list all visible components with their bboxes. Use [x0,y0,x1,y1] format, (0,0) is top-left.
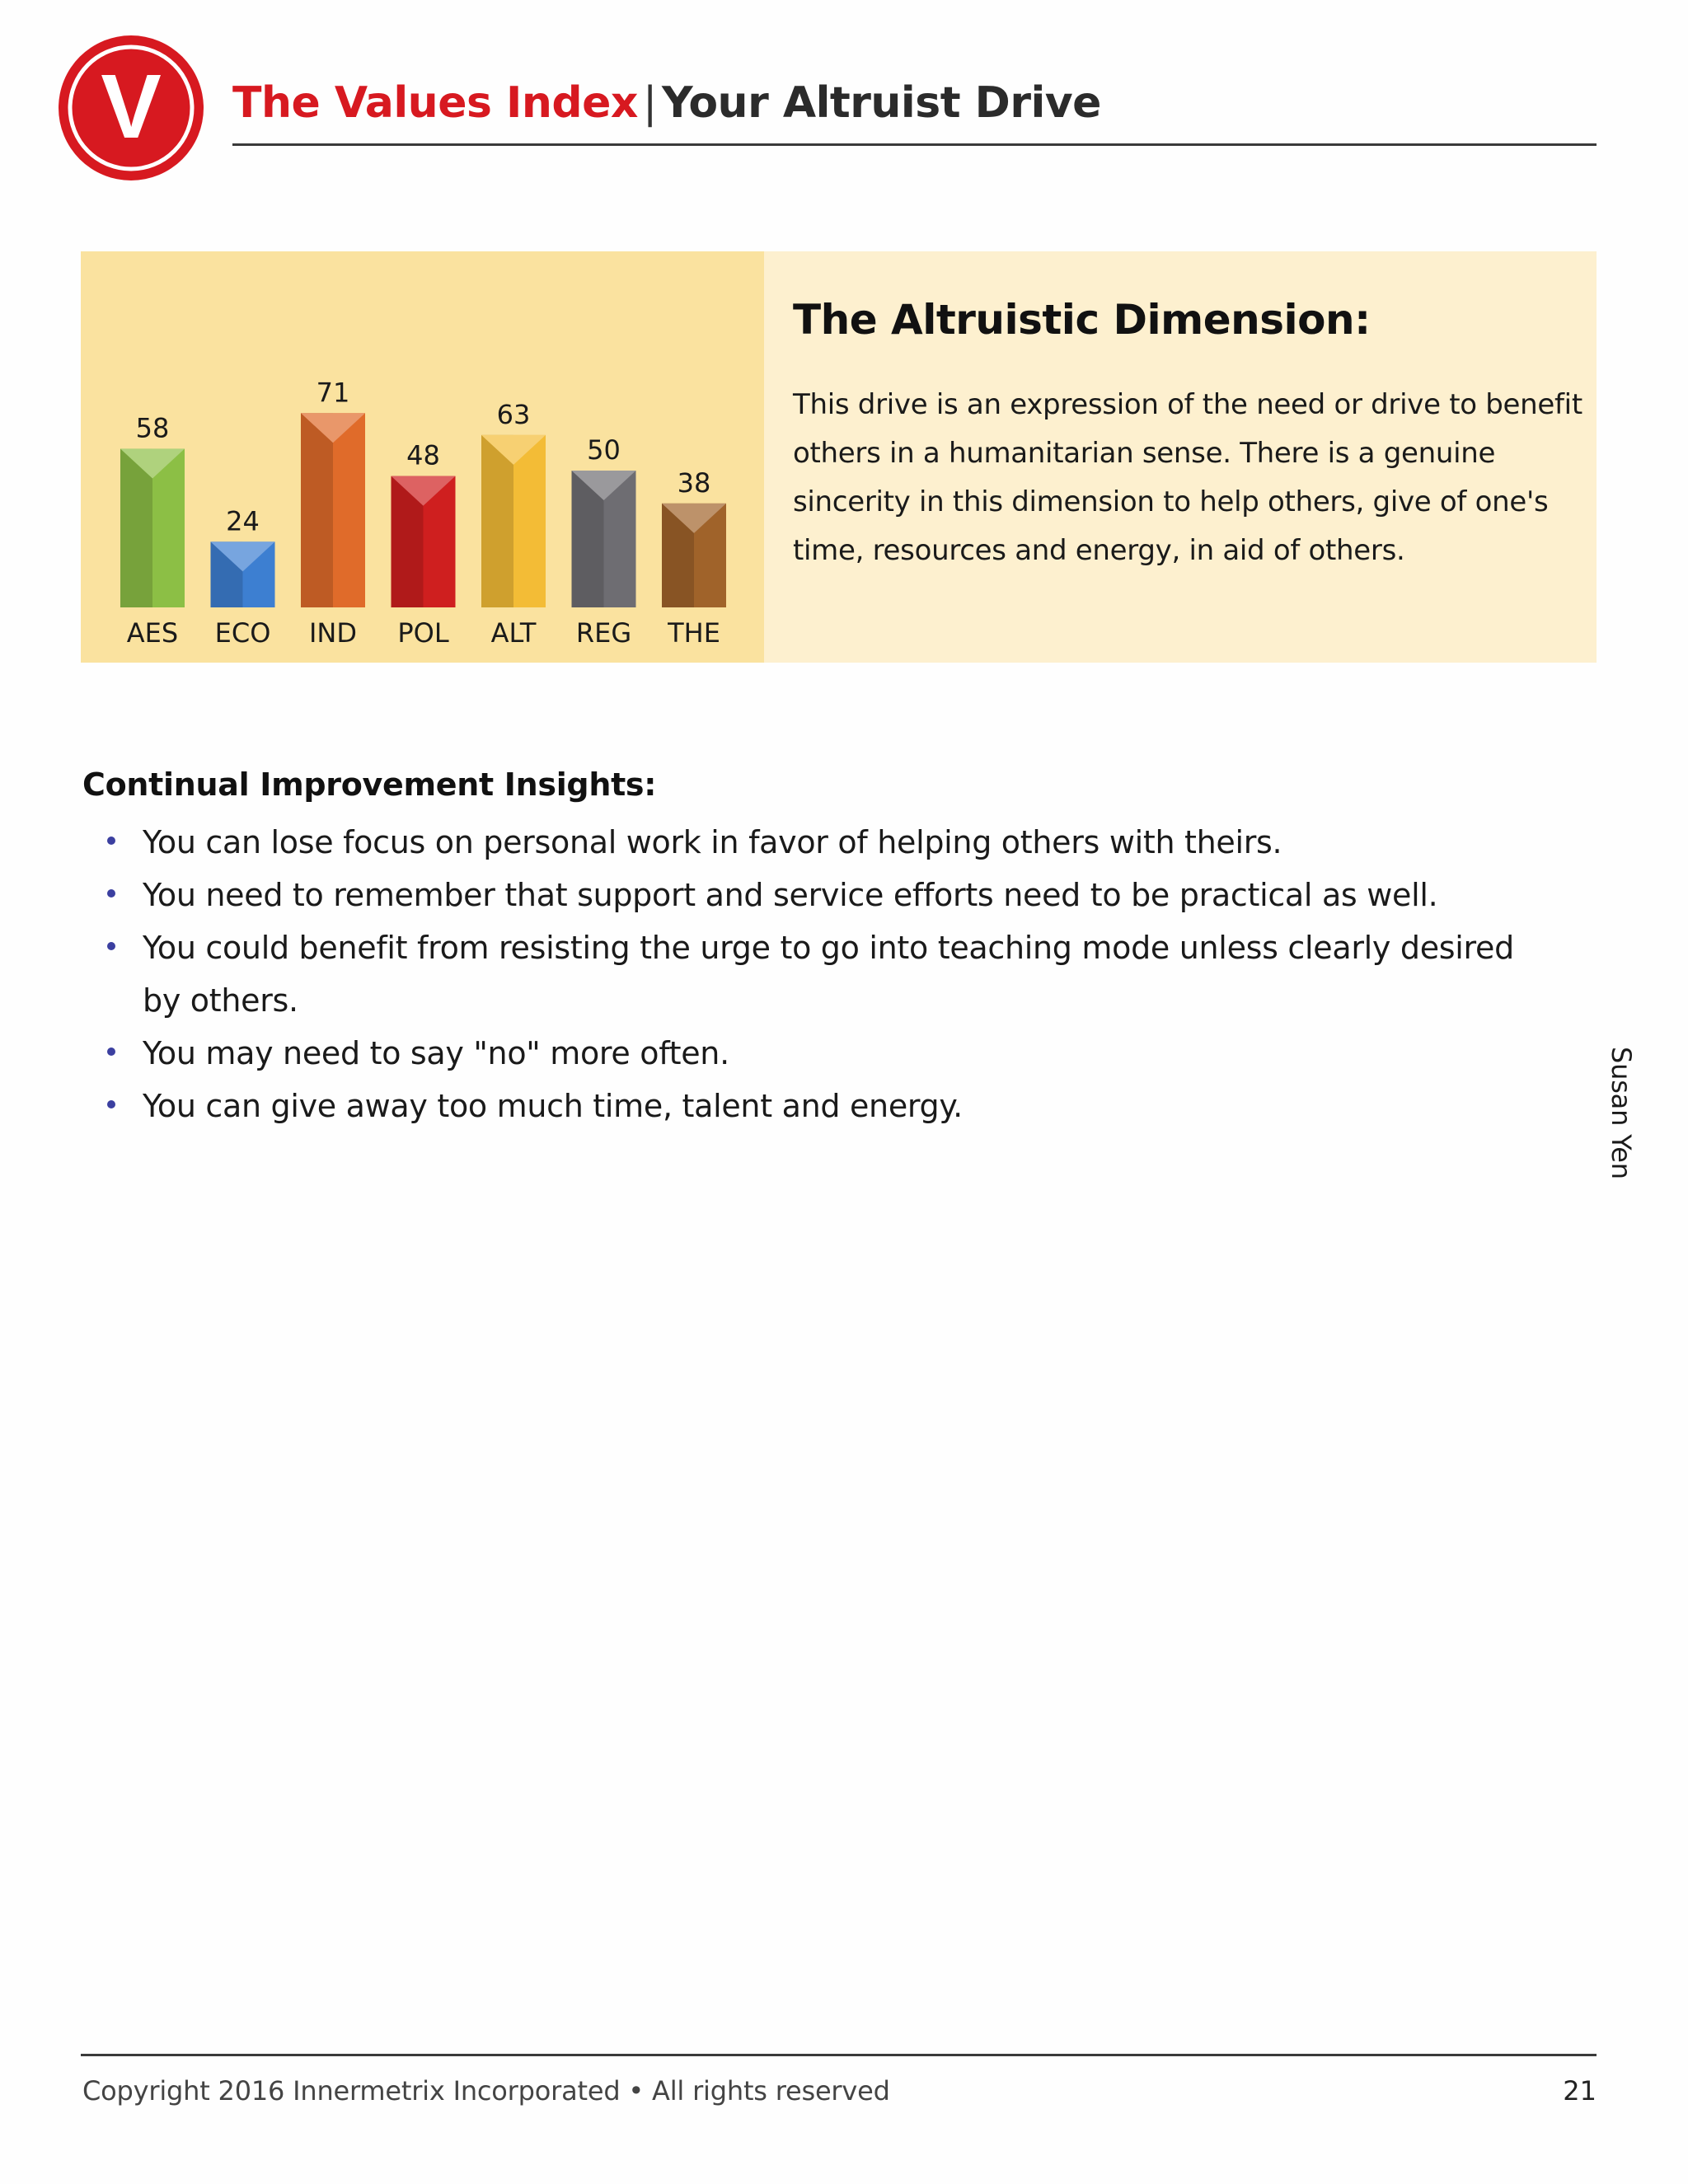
bullet-icon [107,1047,115,1056]
category-label-alt: ALT [490,617,537,649]
respondent-name: Susan Yen [1606,1047,1637,1179]
bar-alt [481,435,546,607]
insight-text: You need to remember that support and service efforts need to be practical as well. [143,877,1438,913]
dimension-panel [81,251,1597,663]
copyright-notice: Copyright 2016 Innermetrix Incorporated • All rights reserved [82,2075,890,2107]
dimension-title: The Altruistic Dimension: [793,296,1371,344]
page-header [232,74,1101,132]
title-separator: | [642,78,657,128]
page-number: 21 [1563,2075,1597,2107]
insight-item [107,1027,1541,1080]
bar-alt-right-face [513,435,546,607]
insight-item [107,921,1541,1027]
bar-ind [301,413,365,607]
insights-heading: Continual Improvement Insights: [82,766,657,803]
bar-eco [211,541,275,607]
bullet-icon [107,942,115,950]
insight-text: You may need to say "no" more often. [143,1035,729,1071]
bar-pol [392,476,456,607]
bullet-icon [107,889,115,898]
value-label-ind: 71 [316,377,350,409]
footer-divider [81,2054,1597,2056]
dimension-description-panel [764,251,1597,663]
value-label-pol: 48 [406,439,440,471]
insight-text: You can lose focus on personal work in favor of helping others with theirs. [143,824,1282,860]
category-label-reg: REG [575,617,632,649]
insights-list [107,816,1541,1132]
category-label-the: THE [668,617,720,649]
bar-the [662,504,726,607]
insight-item [107,1080,1541,1132]
values-bar-chart [81,251,764,663]
value-label-aes: 58 [135,412,170,444]
insight-item [107,816,1541,869]
page-title: Your Altruist Drive [661,78,1101,128]
bullet-icon [107,837,115,845]
bar-ind-right-face [333,413,365,607]
category-label-eco: ECO [214,617,271,649]
category-label-pol: POL [397,617,449,649]
value-label-reg: 50 [587,434,621,466]
bar-alt-left-face [481,435,513,607]
bar-ind-left-face [301,413,333,607]
bar-reg [572,471,636,607]
values-index-logo [58,35,204,181]
value-label-the: 38 [677,466,711,499]
dimension-description: This drive is an expression of the need or drive to benefit others in a humanitarian sense. There is a genuine sincerity in this dimension to help others, give of one's time, resources and energy, in aid of others. [793,388,1582,567]
brand-title: The Values Index [232,78,638,128]
value-label-alt: 63 [496,398,531,430]
logo-letter: V [101,56,162,157]
category-label-ind: IND [308,617,358,649]
bar-aes [120,448,185,607]
category-label-aes: AES [126,617,179,649]
insight-text: You can give away too much time, talent and energy. [143,1088,963,1124]
insight-item [107,869,1541,921]
insight-text: You could benefit from resisting the urge to go into teaching mode unless clearly desired by others. [143,930,1514,1019]
value-label-eco: 24 [226,505,260,537]
values-chart-panel [81,251,764,663]
bullet-icon [107,1100,115,1108]
header-divider [232,143,1597,146]
